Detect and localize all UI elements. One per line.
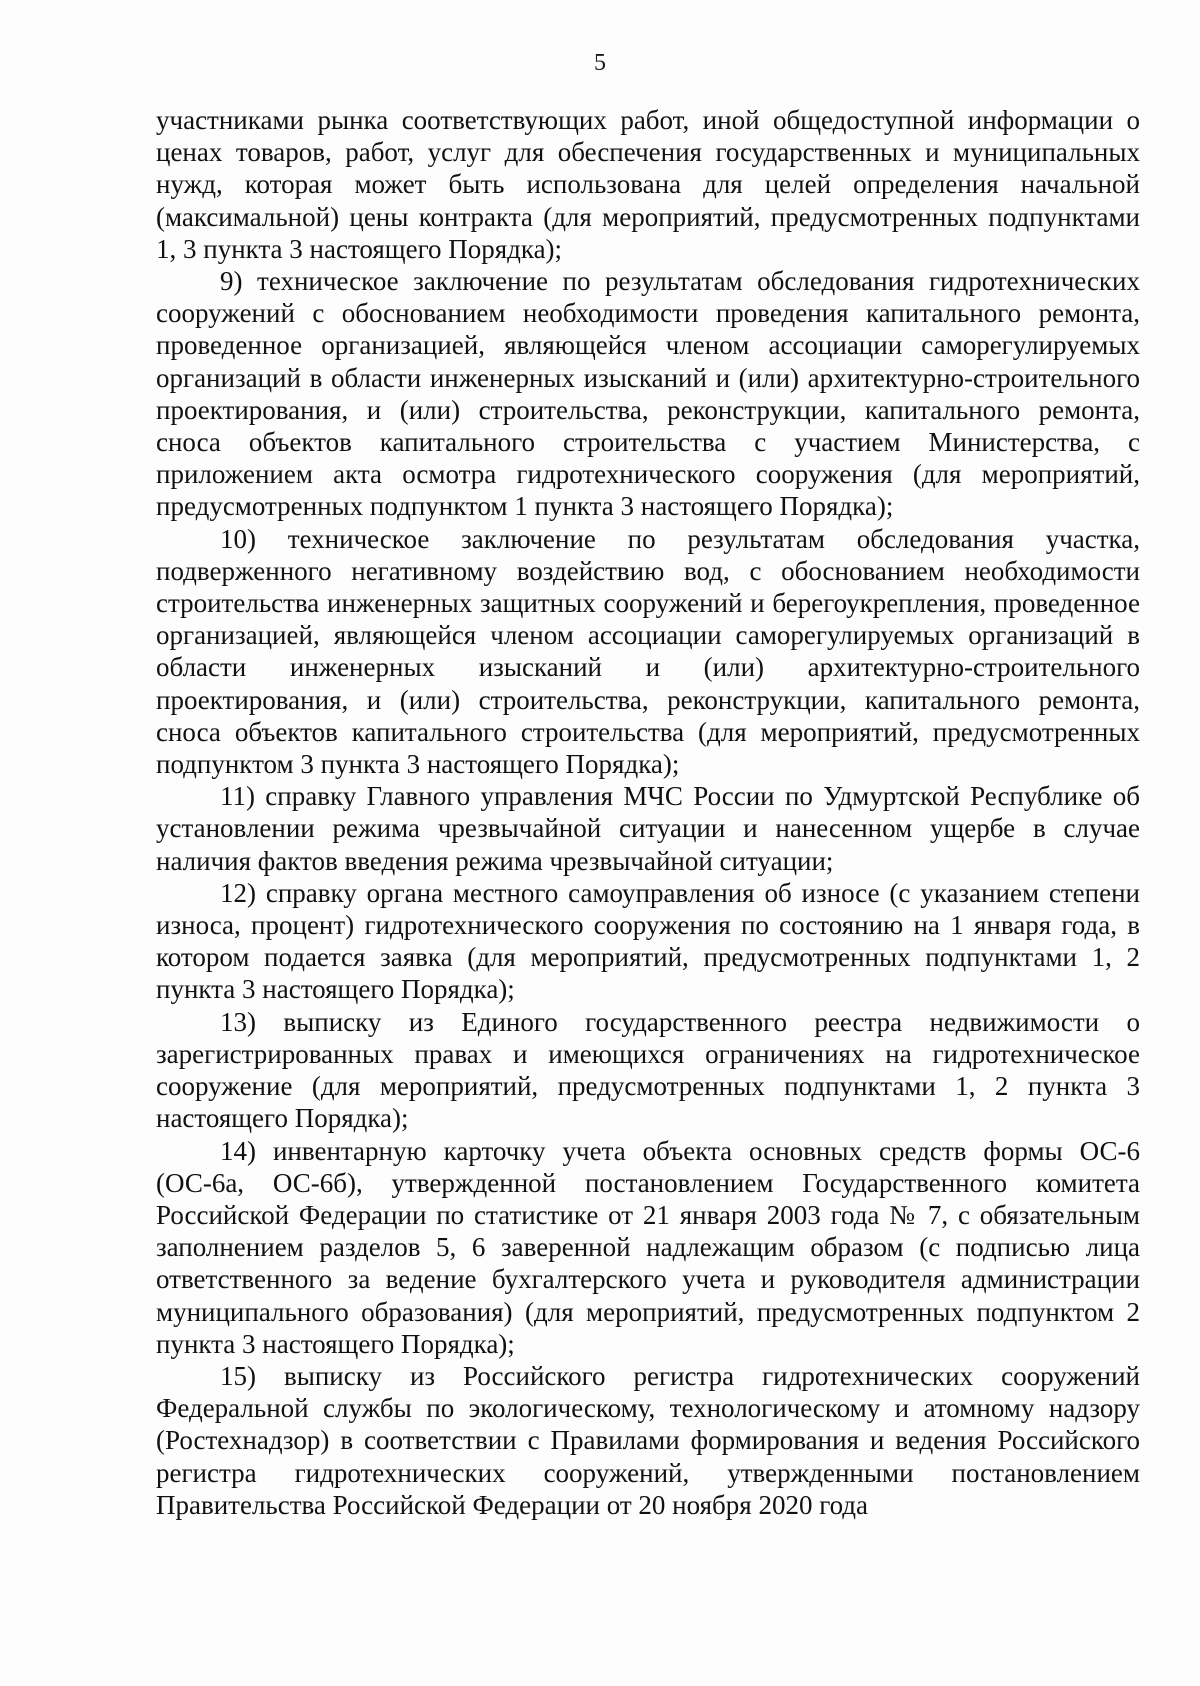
document-body	[156, 104, 1140, 1521]
paragraph-continuation: участниками рынка соответствующих работ, иной общедоступной информации о ценах товаров, работ, услуг для обеспечения государственных и муниципальных нужд, которая может быть использована для целей определения начальной (максимальной) цены контракта (для мероприятий, предусмотренных подпунктами 1, 3 пункта 3 настоящего Порядка);	[156, 105, 1140, 264]
paragraph-item-13: 13) выписку из Единого государственного реестра недвижимости о зарегистрированных правах и имеющихся ограничениях на гидротехническое сооружение (для мероприятий, предусмотренных подпунктами 1, 2 пункта 3 настоящего Порядка);	[156, 1006, 1140, 1134]
paragraph-item-10: 10) техническое заключение по результатам обследования участка, подверженного негативному воздействию вод, с обоснованием необходимости строительства инженерных защитных сооружений и берегоукрепления, проведенное организацией, являющейся членом ассоциации саморегулируемых организаций в области инженерных изысканий и (или) архитектурно-строительного проектирования, и (или) строительства, реконструкции, капитального ремонта, сноса объектов капитального строительства (для мероприятий, предусмотренных подпунктом 3 пункта 3 настоящего Порядка);	[156, 523, 1140, 780]
paragraph-item-15: 15) выписку из Российского регистра гидротехнических сооружений Федеральной службы по экологическому, технологическому и атомному надзору (Ростехнадзор) в соответствии с Правилами формирования и ведения Российского регистра гидротехнических сооружений, утвержденными постановлением Правительства Российской Федерации от 20 ноября 2020 года	[156, 1360, 1140, 1520]
paragraph-item-11: 11) справку Главного управления МЧС России по Удмуртской Республике об установлении режима чрезвычайной ситуации и нанесенном ущербе в случае наличия фактов введения режима чрезвычайной ситуации;	[156, 781, 1140, 876]
paragraph-item-9: 9) техническое заключение по результатам обследования гидротехнических сооружений с обоснованием необходимости проведения капитального ремонта, проведенное организацией, являющейся членом ассоциации саморегулируемых организаций в области инженерных изысканий и (или) архитектурно-строительного проектирования, и (или) строительства, реконструкции, капитального ремонта, сноса объектов капитального строительства с участием Министерства, с приложением акта осмотра гидротехнического сооружения (для мероприятий, предусмотренных подпунктом 1 пункта 3 настоящего Порядка);	[156, 266, 1140, 522]
paragraph-item-12: 12) справку органа местного самоуправления об износе (с указанием степени износа, процент) гидротехнического сооружения по состоянию на 1 января года, в котором подается заявка (для мероприятий, предусмотренных подпунктами 1, 2 пункта 3 настоящего Порядка);	[156, 877, 1140, 1005]
paragraph-item-14: 14) инвентарную карточку учета объекта основных средств формы ОС-6 (ОС-6а, ОС-6б), утвержденной постановлением Государственного комитета Российской Федерации по статистике от 21 января 2003 года № 7, с обязательным заполнением разделов 5, 6 заверенной надлежащим образом (с подписью лица ответственного за ведение бухгалтерского учета и руководителя администрации муниципального образования) (для мероприятий, предусмотренных подпунктом 2 пункта 3 настоящего Порядка);	[156, 1135, 1140, 1359]
page-number: 5	[594, 50, 606, 76]
